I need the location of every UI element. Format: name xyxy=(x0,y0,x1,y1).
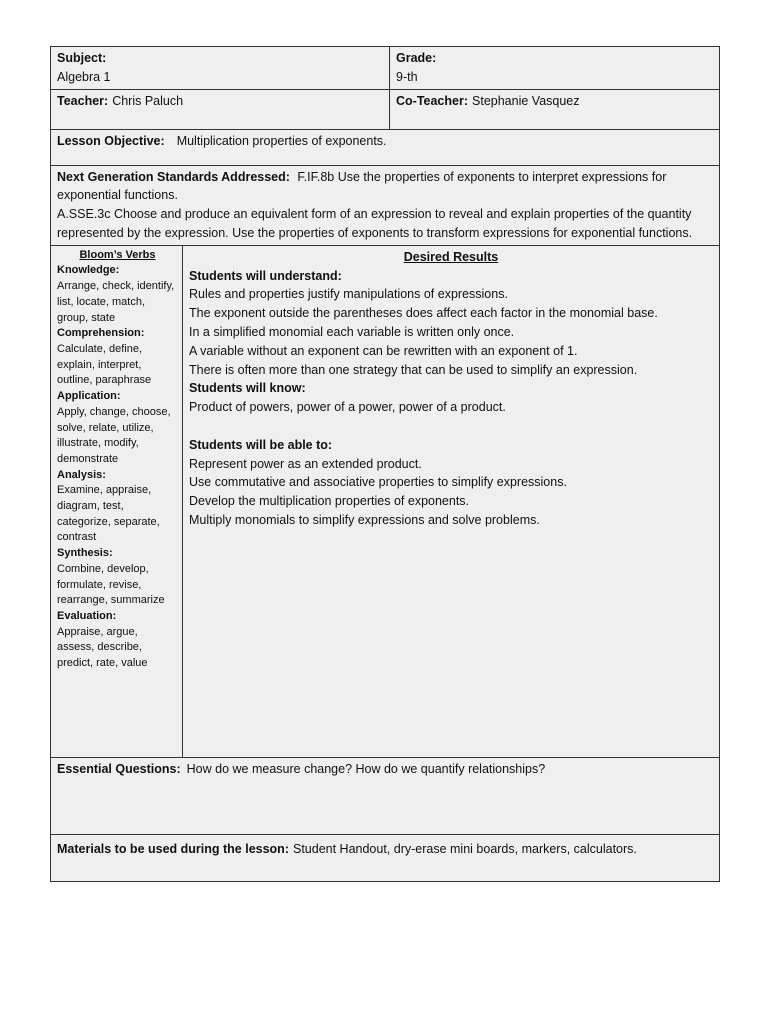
blooms-evaluation xyxy=(57,609,178,672)
blooms-category-verbs: Combine, develop, formulate, revise, rearrange, summarize xyxy=(57,562,165,607)
essential-questions-value: How do we measure change? How do we quantify relationships? xyxy=(186,761,546,776)
blooms-category-label: Evaluation: xyxy=(57,609,117,622)
blooms-knowledge xyxy=(57,263,178,326)
subject-label: Subject: xyxy=(57,51,107,65)
blooms-title: Bloom’s Verbs xyxy=(79,248,156,261)
understand-item: In a simplified monomial each variable is written only once. xyxy=(189,324,515,339)
grade-value: 9-th xyxy=(396,69,418,84)
objective-label: Lesson Objective: xyxy=(57,133,165,148)
subject-grade-row xyxy=(51,47,719,89)
standards-line1: F.IF.8b Use the properties of exponents to interpret expressions for exponential functions. xyxy=(57,169,667,203)
understand-item: There is often more than one strategy that can be used to simplify an expression. xyxy=(189,362,638,377)
teacher-value: Chris Paluch xyxy=(112,93,184,108)
subject-cell xyxy=(51,47,390,89)
blooms-analysis xyxy=(57,468,178,547)
objective-value: Multiplication properties of exponents. xyxy=(176,133,387,148)
desired-results-column xyxy=(183,246,719,757)
co-teacher-value: Stephanie Vasquez xyxy=(472,93,580,108)
blooms-category-label: Application: xyxy=(57,390,121,403)
understand-item: The exponent outside the parentheses does affect each factor in the monomial base. xyxy=(189,306,658,321)
spacer xyxy=(189,417,713,436)
materials-row xyxy=(51,834,719,881)
able-item: Use commutative and associative properties to simplify expressions. xyxy=(189,475,567,490)
materials-value: Student Handout, dry-erase mini boards, markers, calculators. xyxy=(292,841,637,856)
blooms-comprehension xyxy=(57,326,178,389)
understand-item: Rules and properties justify manipulations of expressions. xyxy=(189,287,508,302)
blooms-category-verbs: Appraise, argue, assess, describe, predict, rate, value xyxy=(57,625,148,670)
essential-questions-label: Essential Questions: xyxy=(57,761,181,776)
blooms-application xyxy=(57,389,178,468)
understand-heading: Students will understand: xyxy=(189,268,342,283)
able-item: Multiply monomials to simplify expressions and solve problems. xyxy=(189,512,540,527)
co-teacher-cell xyxy=(390,90,719,129)
standards-line2: A.SSE.3c Choose and produce an equivalent form of an expression to reveal and explain properties of the quantity represented by the expression. Use the properties of exponents to transform expressions for exponential functions. xyxy=(57,207,693,240)
blooms-category-verbs: Examine, appraise, diagram, test, categorize, separate, contrast xyxy=(57,484,160,544)
blooms-category-verbs: Apply, change, choose, solve, relate, utilize, illustrate, modify, demonstrate xyxy=(57,405,171,465)
grade-label: Grade: xyxy=(396,51,437,65)
grade-cell xyxy=(390,47,719,89)
blooms-category-label: Comprehension: xyxy=(57,327,145,340)
blooms-category-label: Analysis: xyxy=(57,468,106,481)
teacher-cell xyxy=(51,90,390,129)
blooms-category-verbs: Arrange, check, identify, list, locate, match, group, state xyxy=(57,280,175,324)
able-item: Represent power as an extended product. xyxy=(189,456,422,471)
able-heading: Students will be able to: xyxy=(189,437,333,452)
blooms-category-verbs: Calculate, define, explain, interpret, outline, paraphrase xyxy=(57,343,152,387)
blooms-synthesis xyxy=(57,546,178,609)
blooms-category-label: Synthesis: xyxy=(57,547,113,560)
materials-label: Materials to be used during the lesson: xyxy=(57,841,289,856)
teacher-row xyxy=(51,89,719,129)
desired-results-title: Desired Results xyxy=(403,249,499,264)
standards-label: Next Generation Standards Addressed: xyxy=(57,169,290,184)
lesson-plan-table xyxy=(50,46,720,882)
blooms-category-label: Knowledge: xyxy=(57,264,120,277)
know-heading: Students will know: xyxy=(189,381,306,396)
blooms-verbs-column xyxy=(51,246,183,757)
co-teacher-label: Co-Teacher: xyxy=(396,93,469,108)
able-item: Develop the multiplication properties of exponents. xyxy=(189,494,470,509)
essential-questions-row xyxy=(51,757,719,834)
main-row xyxy=(51,245,719,757)
understand-item: A variable without an exponent can be rewritten with an exponent of 1. xyxy=(189,343,578,358)
standards-line1-block xyxy=(57,168,713,206)
objective-row xyxy=(51,129,719,165)
teacher-label: Teacher: xyxy=(57,93,109,108)
standards-row xyxy=(51,165,719,245)
know-item: Product of powers, power of a power, power of a product. xyxy=(189,400,506,415)
subject-value: Algebra 1 xyxy=(57,69,111,84)
